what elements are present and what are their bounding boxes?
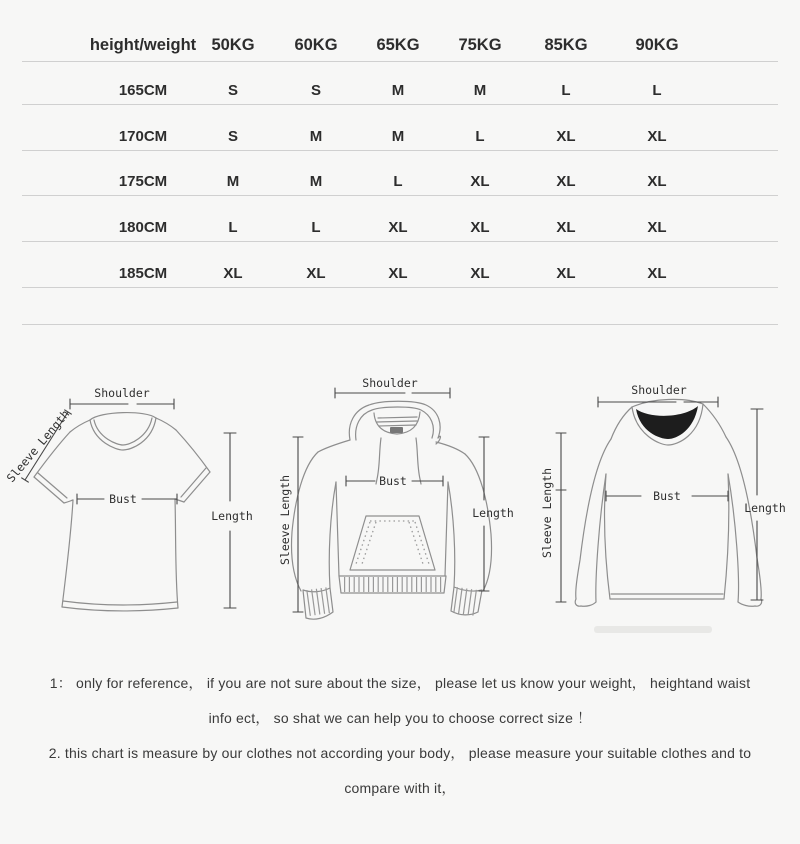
hoodie-diagram bbox=[270, 350, 530, 650]
bust-label: Bust bbox=[109, 492, 137, 506]
size-cell: XL bbox=[388, 265, 408, 282]
size-cell: M bbox=[473, 82, 487, 99]
table-header-cell: 90KG bbox=[635, 36, 679, 54]
note-line: info ect， so shat we can help you to choose correct size ！ bbox=[208, 710, 592, 726]
size-cell: XL bbox=[388, 219, 408, 236]
size-cell: L bbox=[652, 82, 662, 99]
size-cell: XL bbox=[647, 173, 667, 190]
table-row bbox=[22, 62, 778, 105]
sleeve-length-label: Sleeve Length bbox=[278, 474, 292, 566]
size-cell: L bbox=[393, 173, 403, 190]
hood-label-patch bbox=[390, 427, 403, 433]
bust-label: Bust bbox=[379, 474, 407, 488]
size-cell: XL bbox=[647, 265, 667, 282]
size-cell: L bbox=[311, 219, 321, 236]
size-cell: XL bbox=[556, 265, 576, 282]
table-header-cell: 75KG bbox=[458, 36, 502, 54]
table-header-cell: 50KG bbox=[211, 36, 255, 54]
tshirt-garment-outline bbox=[34, 413, 210, 611]
sleeve-length-label: Sleeve Length bbox=[3, 407, 73, 485]
notes-section bbox=[0, 666, 800, 806]
shirt-shadow bbox=[594, 626, 712, 633]
size-cell: XL bbox=[470, 219, 490, 236]
size-cell: S bbox=[227, 128, 239, 145]
hoodie-garment-outline bbox=[291, 401, 491, 619]
tshirt-diagram bbox=[0, 350, 260, 650]
size-cell: M bbox=[391, 128, 405, 145]
height-cell: 170CM bbox=[118, 128, 168, 145]
size-cell: S bbox=[227, 82, 239, 99]
shoulder-label: Shoulder bbox=[631, 383, 687, 397]
size-cell: XL bbox=[223, 265, 243, 282]
table-empty-row bbox=[22, 288, 778, 325]
note-line: compare with it， bbox=[344, 780, 456, 796]
height-cell: 165CM bbox=[118, 82, 168, 99]
table-header-cell: height/weight bbox=[89, 36, 197, 54]
size-table bbox=[22, 30, 778, 325]
sleeve-length-label: Sleeve Length bbox=[540, 467, 554, 559]
size-cell: XL bbox=[556, 219, 576, 236]
size-cell: XL bbox=[470, 173, 490, 190]
length-label: Length bbox=[211, 509, 253, 523]
note-line: 1： only for reference， if you are not sure about the size， please let us know your weight， heightand waist bbox=[49, 675, 751, 691]
size-cell: L bbox=[475, 128, 485, 145]
size-cell: M bbox=[391, 82, 405, 99]
size-cell: XL bbox=[647, 219, 667, 236]
table-row bbox=[22, 151, 778, 196]
note-line: 2. this chart is measure by our clothes not according your body， please measure your suitable clothes and to bbox=[48, 745, 752, 761]
size-cell: XL bbox=[556, 128, 576, 145]
size-cell: S bbox=[310, 82, 322, 99]
size-cell: M bbox=[309, 173, 323, 190]
size-cell: XL bbox=[556, 173, 576, 190]
hoodie-stitching bbox=[356, 521, 429, 564]
table-header-cell: 85KG bbox=[544, 36, 588, 54]
table-header-cell: 65KG bbox=[376, 36, 420, 54]
height-cell: 185CM bbox=[118, 265, 168, 282]
table-row bbox=[22, 105, 778, 151]
table-header-cell: 60KG bbox=[294, 36, 338, 54]
shoulder-label: Shoulder bbox=[362, 376, 418, 390]
long-sleeve-shirt-diagram bbox=[530, 350, 800, 650]
height-cell: 180CM bbox=[118, 219, 168, 236]
hoodie-line-art bbox=[270, 350, 530, 650]
hoodie-ribbing bbox=[308, 585, 477, 604]
shoulder-label: Shoulder bbox=[94, 386, 150, 400]
size-cell: XL bbox=[306, 265, 326, 282]
table-row bbox=[22, 196, 778, 242]
size-cell: XL bbox=[470, 265, 490, 282]
table-row bbox=[22, 242, 778, 288]
length-label: Length bbox=[744, 501, 786, 515]
height-cell: 175CM bbox=[118, 173, 168, 190]
size-cell: XL bbox=[647, 128, 667, 145]
size-cell: M bbox=[226, 173, 240, 190]
bust-label: Bust bbox=[653, 489, 681, 503]
size-cell: L bbox=[228, 219, 238, 236]
size-cell: L bbox=[561, 82, 571, 99]
length-label: Length bbox=[472, 506, 514, 520]
size-cell: M bbox=[309, 128, 323, 145]
table-header-row bbox=[22, 30, 778, 62]
